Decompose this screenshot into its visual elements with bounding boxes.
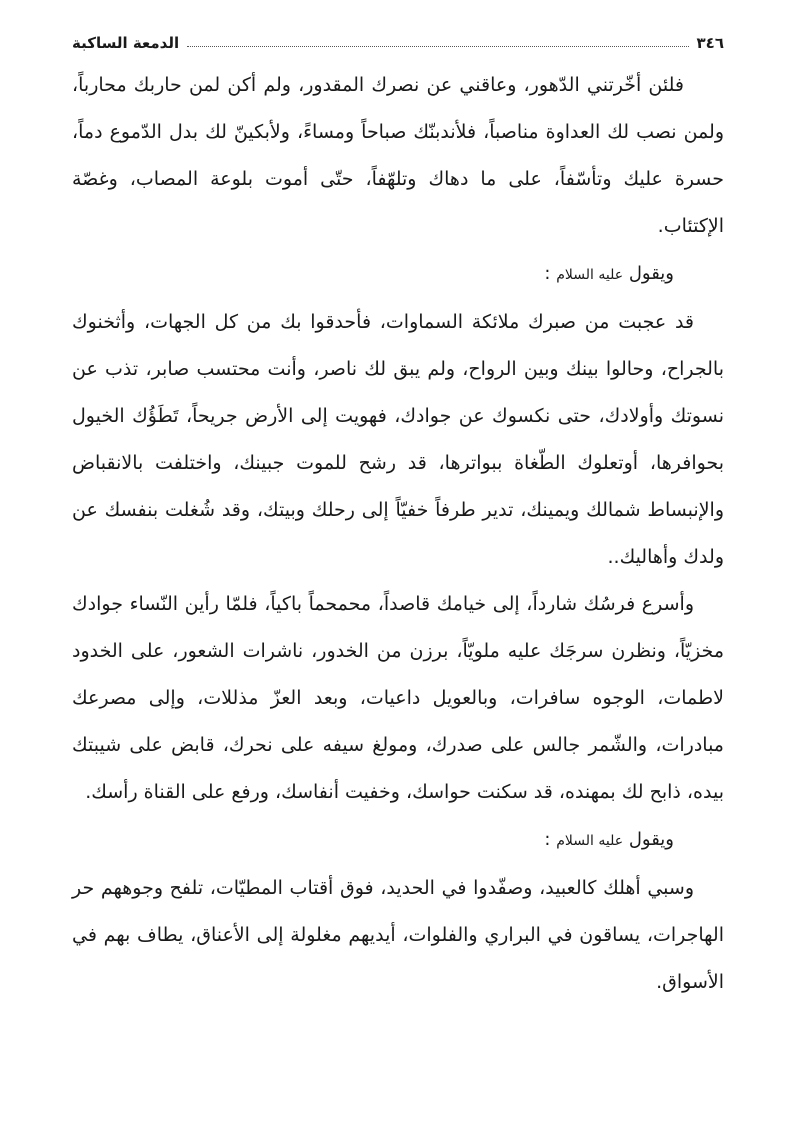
paragraph-3: وأسرع فرسُك شارداً، إلى خيامك قاصداً، محمحماً باكياً، فلمّا رأين النّساء جوادك مخزيّاً، ونظرن سرجَك عليه ملويّاً، برزن من الخدور، ناشرات الشعور، على الخدود لاطمات، الوجوه سافرات، وبالعويل داعيات، وبعد العزّ مذللات، وإلى مصرعك مبادرات، والشّمر جالس على صدرك، ومولغ سيفه على نحرك، قابض على شيبتك بيده، ذابح لك بمهنده، قد سكنت حواسك، وخفيت أنفاسك، ورفع على القناة رأسك. bbox=[72, 593, 724, 803]
saying-line-2 bbox=[72, 816, 724, 865]
page-body bbox=[72, 62, 724, 1006]
saying-line-1 bbox=[72, 250, 724, 299]
paragraph-4: وسبي أهلك كالعبيد، وصفّدوا في الحديد، فوق أقتاب المطيّات، تلفح وجوههم حر الهاجرات، يساقون في البراري والفلوات، أيديهم مغلولة إلى الأعناق، يطاف بهم في الأسواق. bbox=[72, 877, 724, 993]
honorific-mark: عليه السلام bbox=[556, 833, 624, 849]
book-title: الدمعة الساكبة bbox=[72, 34, 180, 52]
honorific-mark: عليه السلام bbox=[556, 267, 624, 283]
saying-text: ويقول bbox=[628, 263, 674, 284]
header-dotted-leader bbox=[187, 45, 688, 47]
page-number: ٣٤٦ bbox=[696, 34, 724, 52]
running-header bbox=[72, 30, 724, 52]
paragraph-1: فلئن أخّرتني الدّهور، وعاقني عن نصرك المقدور، ولم أكن لمن حاربك محارباً، ولمن نصب لك العداوة مناصباً، فلأندبنّك صباحاً ومساءً، ولأبكينّ لك بدل الدّموع دماً، حسرة عليك وتأسّفاً، على ما دهاك وتلهّفاً، حتّى أموت بلوعة المصاب، وغصّة الإكتئاب. bbox=[72, 74, 724, 237]
saying-colon: : bbox=[544, 263, 551, 284]
paragraph-2: قد عجبت من صبرك ملائكة السماوات، فأحدقوا بك من كل الجهات، وأثخنوك بالجراح، وحالوا بينك وبين الرواح، ولم يبق لك ناصر، وأنت محتسب صابر، تذب عن نسوتك وأولادك، حتى نكسوك عن جوادك، فهويت إلى الأرض جريحاً، تَطَؤُك الخيول بحوافرها، أوتعلوك الطّغاة ببواترها، قد رشح للموت جبينك، واختلفت بالانقباض والإنبساط شمالك ويمينك، تدير طرفاً خفيّاً إلى رحلك وبيتك، وقد شُغلت بنفسك عن ولدك وأهاليك.. bbox=[72, 311, 724, 568]
saying-text: ويقول bbox=[628, 829, 674, 850]
saying-colon: : bbox=[544, 829, 551, 850]
